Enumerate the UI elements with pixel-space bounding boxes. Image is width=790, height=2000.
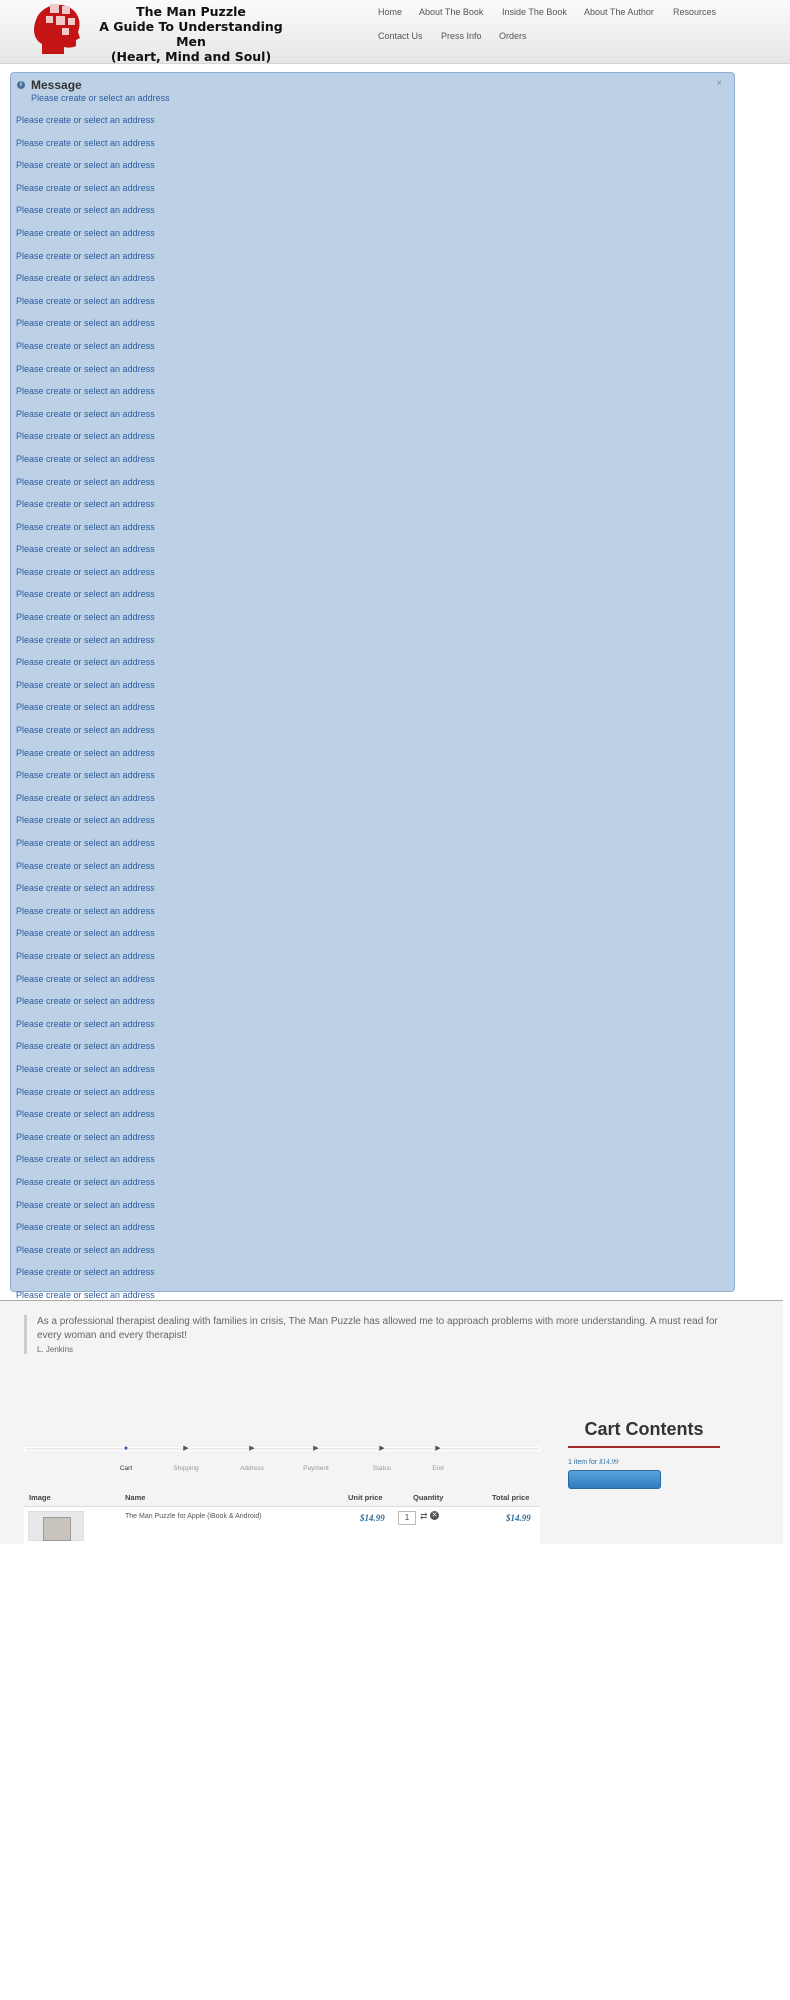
message-item: Please create or select an address (16, 160, 155, 171)
message-subtitle: Please create or select an address (31, 93, 170, 103)
step-label: Shipping (173, 1465, 199, 1472)
remove-icon[interactable]: ✕ (431, 1512, 438, 1519)
message-item: Please create or select an address (16, 1086, 155, 1097)
message-item: Please create or select an address (16, 702, 155, 713)
content-section (0, 1300, 783, 1544)
nav-about-the-book[interactable]: About The Book (419, 7, 484, 17)
nav-about-the-author[interactable]: About The Author (584, 7, 654, 17)
message-item: Please create or select an address (16, 770, 155, 781)
header-name: Name (125, 1493, 146, 1502)
nav-resources[interactable]: Resources (673, 7, 717, 17)
message-item: Please create or select an address (16, 1063, 155, 1074)
message-item: Please create or select an address (16, 950, 155, 961)
message-item: Please create or select an address (16, 1289, 155, 1300)
message-item: Please create or select an address (16, 137, 155, 148)
message-item: Please create or select an address (16, 499, 155, 510)
message-list (16, 115, 155, 1312)
message-item: Please create or select an address (16, 860, 155, 871)
message-item: Please create or select an address (16, 521, 155, 532)
message-item: Please create or select an address (16, 205, 155, 216)
header-quantity: Quantity (413, 1493, 444, 1502)
step-arrow-icon: ▶ (379, 1445, 385, 1452)
step-label: Address (240, 1465, 264, 1472)
cart-summary[interactable] (568, 1458, 720, 1466)
title-line-2: A Guide To Understanding Men (99, 19, 283, 49)
table-row (24, 1507, 540, 1545)
header-image: Image (29, 1493, 51, 1502)
message-item: Please create or select an address (16, 679, 155, 690)
step-status[interactable] (352, 1437, 412, 1472)
title-line-1: The Man Puzzle (136, 4, 246, 19)
message-item: Please create or select an address (16, 996, 155, 1007)
message-item: Please create or select an address (16, 838, 155, 848)
message-item: Please create or select an address (16, 363, 155, 374)
cart-table (24, 1489, 540, 1545)
message-item: Please create or select an address (16, 250, 155, 261)
info-icon: i (17, 81, 25, 89)
header-unit-price: Unit price (348, 1493, 383, 1502)
step-label: Payment (303, 1465, 329, 1472)
title-divider (568, 1446, 720, 1448)
message-item: Please create or select an address (16, 1176, 155, 1187)
message-item: Please create or select an address (16, 657, 155, 668)
cart-summary-price: $14.99 (599, 1458, 619, 1466)
step-address[interactable] (222, 1437, 282, 1472)
table-header (24, 1489, 540, 1507)
cart-summary-prefix: 1 item for (568, 1459, 600, 1466)
checkout-button[interactable] (568, 1470, 661, 1489)
step-end[interactable] (408, 1437, 468, 1472)
head-puzzle-logo[interactable] (28, 0, 88, 56)
unit-price: $14.99 (360, 1513, 385, 1523)
step-arrow-icon: ▶ (435, 1445, 441, 1452)
step-arrow-icon: ▶ (183, 1445, 189, 1452)
quantity-input[interactable]: 1 (398, 1511, 416, 1525)
nav-press-info[interactable]: Press Info (441, 31, 482, 41)
message-item: Please create or select an address (16, 476, 155, 487)
checkout-steps (24, 1437, 540, 1477)
nav-contact-us[interactable]: Contact Us (378, 31, 423, 41)
step-cart[interactable] (96, 1437, 156, 1472)
message-item: Please create or select an address (16, 386, 155, 397)
cart-contents-box (568, 1419, 720, 1489)
message-item: Please create or select an address (16, 1018, 155, 1029)
message-item: Please create or select an address (16, 612, 155, 623)
site-title[interactable] (86, 4, 296, 64)
message-item: Please create or select an address (16, 1154, 155, 1165)
product-name[interactable]: The Man Puzzle for Apple (iBook & Android) (125, 1513, 262, 1520)
message-item: Please create or select an address (16, 544, 155, 555)
step-arrow-icon: ▶ (313, 1445, 319, 1452)
message-item: Please create or select an address (16, 973, 155, 984)
message-item: Please create or select an address (16, 1131, 155, 1142)
message-item: Please create or select an address (16, 318, 155, 329)
step-payment[interactable] (286, 1437, 346, 1472)
message-item: Please create or select an address (16, 408, 155, 419)
step-dot-icon: ● (123, 1445, 129, 1452)
message-item: Please create or select an address (16, 1244, 155, 1255)
message-item: Please create or select an address (16, 1199, 155, 1210)
message-item: Please create or select an address (16, 1267, 155, 1278)
message-item: Please create or select an address (16, 883, 155, 894)
message-item: Please create or select an address (16, 227, 155, 238)
message-item: Please create or select an address (16, 453, 155, 464)
message-item: Please create or select an address (16, 182, 155, 193)
refresh-icon[interactable]: ⇄ (420, 1511, 428, 1521)
message-item: Please create or select an address (16, 815, 155, 826)
testimonial-text: As a professional therapist dealing with families in crisis, The Man Puzzle has allowed me to approach problems with more understanding. A must read for every woman and every therapist! (37, 1316, 718, 1341)
step-shipping[interactable] (156, 1437, 216, 1472)
message-item: Please create or select an address (16, 905, 155, 916)
nav-orders[interactable]: Orders (499, 31, 527, 41)
message-item: Please create or select an address (16, 1222, 155, 1233)
message-item: Please create or select an address (16, 1109, 155, 1120)
step-label: End (432, 1465, 444, 1472)
header-total-price: Total price (492, 1493, 530, 1502)
message-item: Please create or select an address (16, 725, 155, 736)
close-icon[interactable]: × (716, 78, 722, 89)
step-label: Status (372, 1465, 392, 1472)
product-image[interactable] (28, 1511, 84, 1541)
step-arrow-icon: ▶ (249, 1445, 255, 1452)
nav-home[interactable]: Home (378, 7, 403, 17)
message-item: Please create or select an address (16, 634, 155, 645)
message-item: Please create or select an address (16, 1041, 155, 1052)
message-item: Please create or select an address (16, 295, 155, 306)
message-item: Please create or select an address (16, 273, 155, 284)
message-box (10, 72, 735, 1300)
message-item: Please create or select an address (16, 589, 155, 600)
cart-contents-title: Cart Contents (584, 1419, 704, 1439)
message-item: Please create or select an address (16, 431, 155, 442)
nav-inside-the-book[interactable]: Inside The Book (502, 7, 567, 17)
message-item: Please create or select an address (16, 747, 155, 758)
step-label: Cart (119, 1465, 133, 1472)
testimonial-quote (24, 1315, 724, 1354)
message-item: Please create or select an address (16, 566, 155, 577)
site-header (0, 0, 790, 64)
message-item: Please create or select an address (16, 115, 155, 125)
message-item: Please create or select an address (16, 792, 155, 803)
message-title: Message (31, 78, 82, 92)
total-price: $14.99 (506, 1513, 531, 1523)
message-item: Please create or select an address (16, 340, 155, 351)
title-line-3: (Heart, Mind and Soul) (110, 49, 272, 64)
message-item: Please create or select an address (16, 928, 155, 939)
testimonial-author: L. Jenkins (37, 1345, 74, 1354)
book-cover-icon (43, 1517, 71, 1541)
